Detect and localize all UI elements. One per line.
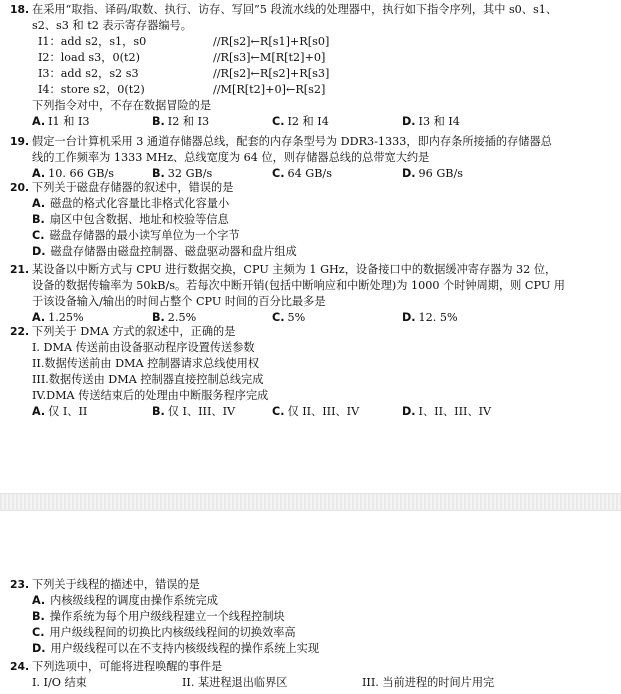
instruction-list bbox=[32, 34, 613, 98]
question-stem: 假定一台计算机采用 3 通道存储器总线，配套的内存条型号为 DDR3-1333，即内存条所接插的存储器总 bbox=[32, 135, 552, 148]
statement-item: III. 当前进程的时间片用完 bbox=[362, 676, 495, 689]
option-d[interactable]: D. I、II、III、IV bbox=[402, 405, 492, 418]
question-24 bbox=[0, 659, 621, 691]
question-number: 22. bbox=[10, 325, 30, 338]
page-separator bbox=[0, 493, 621, 511]
option-a[interactable]: A. 1.25% bbox=[32, 311, 84, 324]
option-d[interactable]: D. 12. 5% bbox=[402, 311, 458, 324]
question-stem: 下列关于 DMA 方式的叙述中，正确的是 bbox=[32, 325, 236, 338]
question-prompt: 下列指令对中，不存在数据冒险的是 bbox=[32, 99, 212, 112]
option-d[interactable]: D. 用户级线程可以在不支持内核级线程的操作系统上实现 bbox=[32, 642, 320, 655]
question-stem: 下列关于线程的描述中，错误的是 bbox=[32, 578, 200, 591]
instruction-row: I4：store s2，0(t2) //M[R[t2]+0]←R[s2] bbox=[38, 83, 326, 96]
option-a[interactable]: A. 磁盘的格式化容量比非格式化容量小 bbox=[32, 197, 230, 210]
question-20 bbox=[0, 180, 621, 260]
statement-item: I. I/O 结束 bbox=[32, 676, 87, 689]
question-stem: 于该设备输入/输出的时间占整个 CPU 时间的百分比最多是 bbox=[32, 295, 326, 308]
option-c[interactable]: C. 64 GB/s bbox=[272, 167, 332, 180]
statement-item: II.数据传送前由 DMA 控制器请求总线使用权 bbox=[32, 357, 260, 370]
option-d[interactable]: D. 96 GB/s bbox=[402, 167, 464, 180]
question-18 bbox=[0, 2, 621, 130]
option-b[interactable]: B. 仅 I、III、IV bbox=[152, 405, 236, 418]
question-stem: 下列选项中，可能将进程唤醒的事件是 bbox=[32, 660, 223, 673]
question-number: 23. bbox=[10, 578, 30, 591]
statement-item: I. DMA 传送前由设备驱动程序设置传送参数 bbox=[32, 341, 255, 354]
statement-item: II. 某进程退出临界区 bbox=[182, 676, 288, 689]
option-b[interactable]: B. 2.5% bbox=[152, 311, 197, 324]
option-row bbox=[32, 114, 613, 130]
option-b[interactable]: B. 扇区中包含数据、地址和校验等信息 bbox=[32, 213, 229, 226]
question-stem: 某设备以中断方式与 CPU 进行数据交换，CPU 主频为 1 GHz，设备接口中的数据缓冲寄存器为 32 位， bbox=[32, 263, 557, 276]
option-c[interactable]: C. 5% bbox=[272, 311, 306, 324]
question-23 bbox=[0, 577, 621, 657]
question-stem: 下列关于磁盘存储器的叙述中，错误的是 bbox=[32, 181, 234, 194]
question-number: 21. bbox=[10, 263, 30, 276]
question-number: 20. bbox=[10, 181, 30, 194]
option-a[interactable]: A. 内核级线程的调度由操作系统完成 bbox=[32, 594, 218, 607]
instruction-row: I2：load s3，0(t2) //R[s3]←M[R[t2]+0] bbox=[38, 51, 326, 64]
option-c[interactable]: C. 磁盘存储器的最小读写单位为一个字节 bbox=[32, 229, 240, 242]
option-a[interactable]: A. I1 和 I3 bbox=[32, 115, 90, 128]
question-stem: s2、s3 和 t2 表示寄存器编号。 bbox=[32, 19, 192, 32]
question-19 bbox=[0, 134, 621, 182]
option-b[interactable]: B. 操作系统为每个用户级线程建立一个线程控制块 bbox=[32, 610, 285, 623]
question-stem: 在采用“取指、译码/取数、执行、访存、写回”5 段流水线的处理器中，执行如下指令序列，其中 s0、s1、 bbox=[32, 3, 558, 16]
statement-item: III.数据传送由 DMA 控制器直接控制总线完成 bbox=[32, 373, 264, 386]
question-number: 24. bbox=[10, 660, 30, 673]
option-a[interactable]: A. 仅 I、II bbox=[32, 405, 88, 418]
option-b[interactable]: B. I2 和 I3 bbox=[152, 115, 210, 128]
option-row bbox=[32, 404, 613, 420]
question-stem: 设备的数据传输率为 50kB/s。若每次中断开销(包括中断响应和中断处理)为 1000 个时钟周期，则 CPU 用 bbox=[32, 279, 565, 292]
option-c[interactable]: C. 仅 II、III、IV bbox=[272, 405, 360, 418]
question-stem: 线的工作频率为 1333 MHz、总线宽度为 64 位，则存储器总线的总带宽大约是 bbox=[32, 151, 430, 164]
option-c[interactable]: C. 用户级线程间的切换比内核级线程间的切换效率高 bbox=[32, 626, 296, 639]
option-c[interactable]: C. I2 和 I4 bbox=[272, 115, 329, 128]
question-number: 19. bbox=[10, 135, 30, 148]
option-b[interactable]: B. 32 GB/s bbox=[152, 167, 213, 180]
option-d[interactable]: D. I3 和 I4 bbox=[402, 115, 460, 128]
question-number: 18. bbox=[10, 3, 30, 16]
instruction-row: I1：add s2，s1，s0 //R[s2]←R[s1]+R[s0] bbox=[38, 35, 330, 48]
question-21 bbox=[0, 262, 621, 326]
statement-row bbox=[32, 675, 613, 691]
option-a[interactable]: A. 10. 66 GB/s bbox=[32, 167, 114, 180]
statement-item: IV.DMA 传送结束后的处理由中断服务程序完成 bbox=[32, 389, 269, 402]
option-d[interactable]: D. 磁盘存储器由磁盘控制器、磁盘驱动器和盘片组成 bbox=[32, 245, 297, 258]
instruction-row: I3：add s2，s2 s3 //R[s2]←R[s2]+R[s3] bbox=[38, 67, 330, 80]
question-22 bbox=[0, 324, 621, 420]
